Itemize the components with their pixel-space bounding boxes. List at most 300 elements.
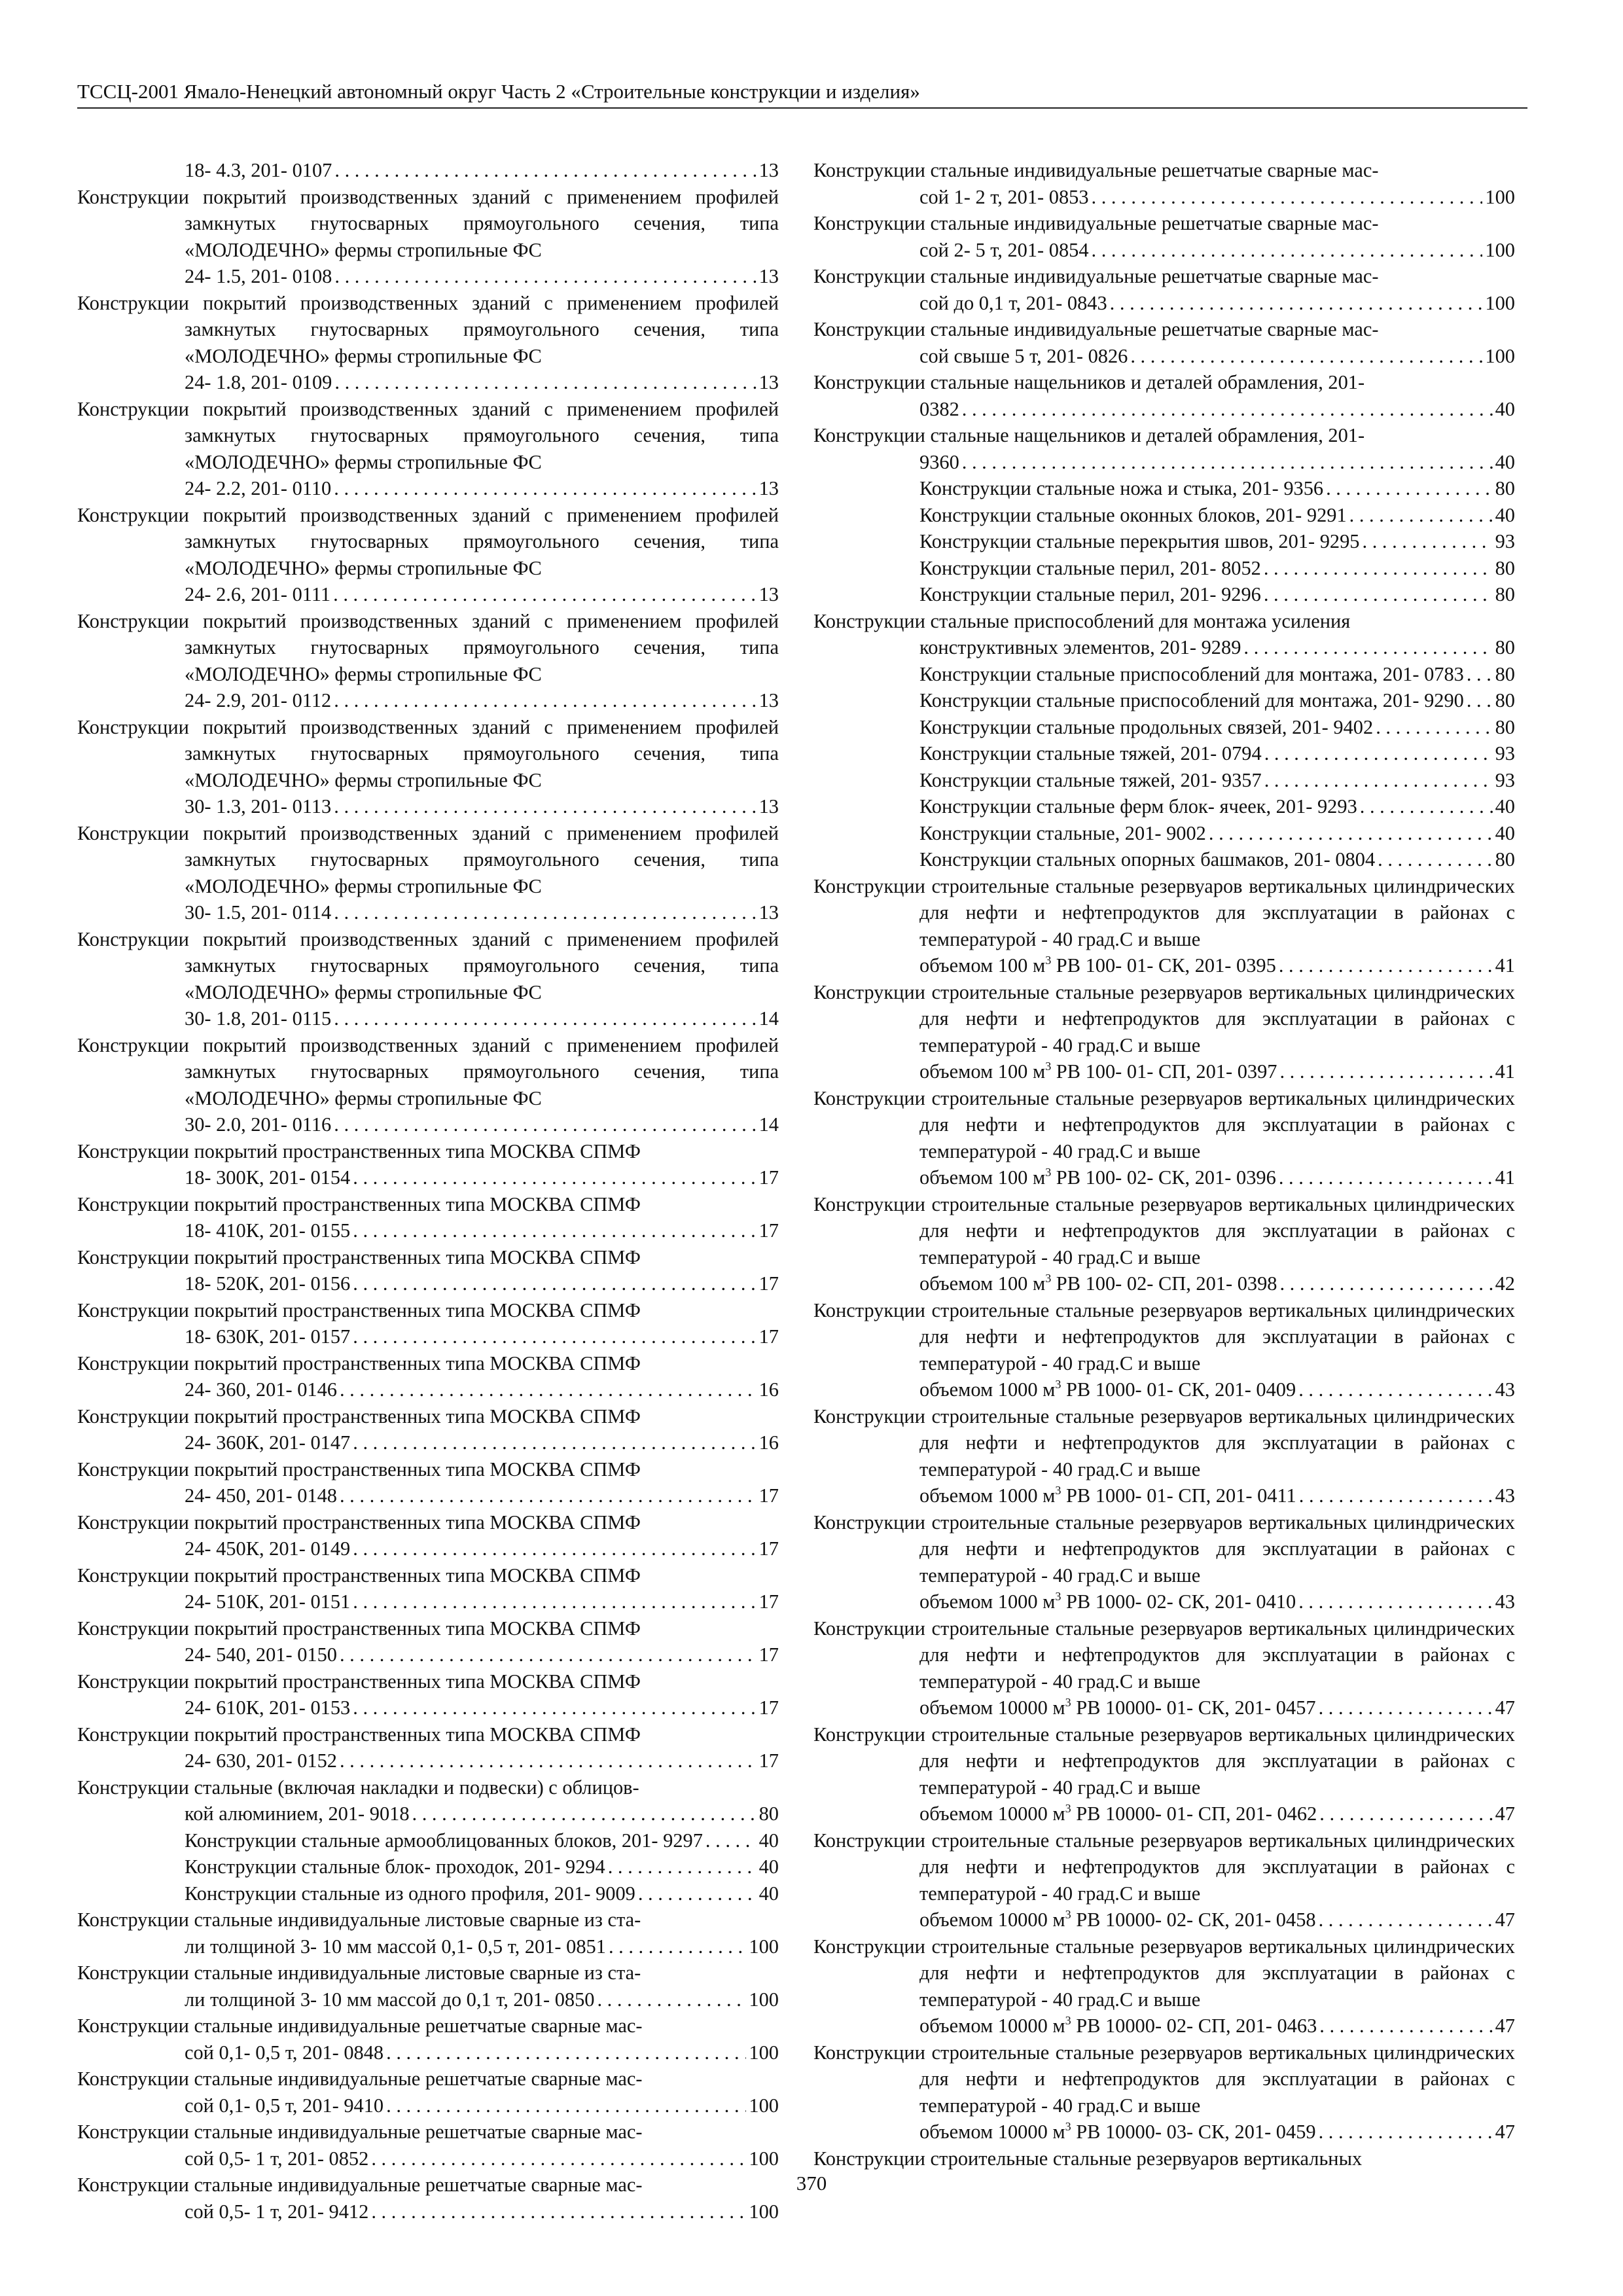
entry-reference: [185, 1827, 703, 1854]
entry-text: Конструкции покрытий пространственных типа МОСКВА СПМФ: [77, 1299, 641, 1321]
entry-page-number: 100: [749, 2147, 779, 2170]
entry-page-number: 80: [1495, 689, 1515, 711]
dot-leader: [353, 1535, 756, 1562]
entry-reference-text: Конструкции стальные армооблицованных блоков, 201- 9297: [185, 1829, 703, 1852]
entry-text: Конструкции покрытий пространственных типа МОСКВА СПМФ: [77, 1139, 641, 1162]
entry-reference-text: объемом 10000 м: [919, 1696, 1065, 1719]
entry-reference-text: 24- 360К, 201- 0147: [185, 1431, 351, 1454]
dot-leader: [962, 396, 1493, 423]
dot-leader: [412, 1801, 757, 1827]
unit-superscript: 3: [1065, 1696, 1071, 1709]
entry-reference: [919, 687, 1464, 714]
entry-reference: [185, 1695, 350, 1721]
entry-leader-line: [185, 687, 779, 714]
entry-leader-line: [919, 634, 1515, 661]
entry-leader-line: [185, 1482, 779, 1509]
entry-reference: [919, 555, 1261, 582]
entry-reference-text: 30- 1.8, 201- 0115: [185, 1007, 332, 1030]
entry-text: Конструкции покрытий производственных зданий с применением профилей замкнутых гнутосварных прямоугольного сечения, типа «МОЛОДЕЧНО» фермы стропильные ФС: [77, 185, 779, 261]
entry-page-number: 16: [758, 1431, 779, 1454]
entry-text: Конструкции стальные индивидуальные решетчатые сварные мас-: [77, 2015, 643, 2037]
entry-leader-line: [919, 793, 1515, 820]
entry-reference: [919, 1588, 1296, 1615]
unit-superscript: 3: [1065, 2014, 1071, 2027]
entry-leader-line: [919, 555, 1515, 582]
index-entry: [77, 1191, 779, 1244]
entry-reference: [185, 1588, 350, 1615]
entry-leader-line: [919, 475, 1515, 502]
entry-leader-line: [185, 1641, 779, 1668]
entry-page-number: 40: [758, 1829, 779, 1852]
dot-leader: [353, 1323, 756, 1350]
unit-superscript: 3: [1045, 1060, 1052, 1073]
entry-leader-line: [919, 184, 1515, 211]
entry-text: Конструкции покрытий пространственных типа МОСКВА СПМФ: [77, 1511, 641, 1534]
entry-page-number: 14: [758, 1007, 779, 1030]
entry-text: Конструкции строительные стальные резервуаров вертикальных цилиндрических для нефти и нефтепродуктов для эксплуатации в районах с температурой - 40 град.С и выше: [813, 1935, 1515, 2011]
entry-reference: [185, 1933, 606, 1960]
index-entry: [813, 1615, 1515, 1721]
entry-page-number: 41: [1495, 954, 1515, 977]
dot-leader: [334, 263, 756, 290]
entry-reference: [185, 2039, 383, 2066]
entry-page-number: 47: [1495, 2015, 1515, 2037]
entry-leader-line: [185, 1695, 779, 1721]
entry-reference-code: РВ 1000- 01- СП, 201- 0411: [1061, 1484, 1296, 1507]
entry-text: Конструкции стальные индивидуальные решетчатые сварные мас-: [77, 2121, 643, 2143]
dot-leader: [1298, 1588, 1492, 1615]
entry-reference-code: РВ 100- 01- СК, 201- 0395: [1051, 954, 1276, 977]
entry-reference: [185, 1854, 605, 1880]
entry-page-number: 47: [1495, 1909, 1515, 1931]
entry-reference: [919, 714, 1373, 741]
dot-leader: [353, 1270, 756, 1297]
entry-reference-text: объемом 10000 м: [919, 2121, 1065, 2143]
entry-text: Конструкции строительные стальные резервуаров вертикальных цилиндрических для нефти и нефтепродуктов для эксплуатации в районах с температурой - 40 град.С и выше: [813, 1723, 1515, 1799]
entry-reference-text: 18- 520К, 201- 0156: [185, 1272, 351, 1295]
entry-page-number: 80: [1495, 715, 1515, 738]
entry-page-number: 43: [1495, 1378, 1515, 1401]
entry-leader-line: [919, 767, 1515, 794]
entry-reference-text: Конструкции стальные тяжей, 201- 0794: [919, 742, 1262, 764]
entry-reference-text: Конструкции стальные продольных связей, 201- 9402: [919, 715, 1374, 738]
dot-leader: [1298, 1376, 1492, 1403]
dot-leader: [371, 2198, 746, 2225]
dot-leader: [1279, 1164, 1493, 1191]
entry-text: Конструкции строительные стальные резервуаров вертикальных цилиндрических для нефти и нефтепродуктов для эксплуатации в районах с температурой - 40 град.С и выше: [813, 1299, 1515, 1374]
entry-leader-line: [185, 1111, 779, 1138]
entry-reference-text: объемом 1000 м: [919, 1590, 1056, 1613]
index-entry: [813, 793, 1515, 820]
entry-reference: [919, 1907, 1316, 1933]
entry-text: Конструкции строительные стальные резервуаров вертикальных цилиндрических для нефти и нефтепродуктов для эксплуатации в районах с температурой - 40 град.С и выше: [813, 874, 1515, 950]
entry-text: Конструкции покрытий пространственных типа МОСКВА СПМФ: [77, 1405, 641, 1427]
entry-leader-line: [919, 1058, 1515, 1085]
entry-text: Конструкции стальные индивидуальные листовые сварные из ста-: [77, 1962, 641, 1984]
dot-leader: [334, 475, 756, 502]
entry-text: Конструкции покрытий пространственных типа МОСКВА СПМФ: [77, 1352, 641, 1374]
entry-reference-code: РВ 10000- 02- СП, 201- 0463: [1071, 2015, 1317, 2037]
entry-leader-line: [185, 1854, 779, 1880]
entry-leader-line: [919, 237, 1515, 264]
entry-reference-text: сой 0,5- 1 т, 201- 9412: [185, 2200, 369, 2223]
entry-text: Конструкции покрытий производственных зданий с применением профилей замкнутых гнутосварных прямоугольного сечения, типа «МОЛОДЕЧНО» фермы стропильные ФС: [77, 503, 779, 579]
entry-reference-code: РВ 100- 02- СК, 201- 0396: [1051, 1166, 1276, 1189]
index-entry: [813, 820, 1515, 847]
entry-page-number: 40: [1495, 821, 1515, 844]
entry-reference-text: 24- 2.9, 201- 0112: [185, 689, 332, 711]
entry-reference-text: сой 1- 2 т, 201- 0853: [919, 185, 1089, 208]
entry-leader-line: [919, 2119, 1515, 2145]
entry-reference-text: Конструкции стальные перекрытия швов, 201- 9295: [919, 530, 1360, 552]
entry-reference: [919, 1164, 1276, 1191]
unit-superscript: 3: [1045, 954, 1052, 967]
entry-reference: [919, 184, 1089, 211]
entry-leader-line: [185, 1217, 779, 1244]
unit-superscript: 3: [1045, 1272, 1052, 1285]
dot-leader: [1243, 634, 1492, 661]
entry-reference-text: 0382: [919, 397, 959, 420]
entry-text: Конструкции покрытий пространственных типа МОСКВА СПМФ: [77, 1723, 641, 1746]
entry-reference-text: объемом 100 м: [919, 954, 1046, 977]
entry-reference: [185, 2198, 368, 2225]
dot-leader: [1264, 555, 1493, 582]
dot-leader: [1319, 1907, 1493, 1933]
dot-leader: [1349, 502, 1493, 529]
index-entry: [813, 263, 1515, 316]
entry-page-number: 47: [1495, 2121, 1515, 2143]
entry-page-number: 93: [1495, 742, 1515, 764]
entry-text: Конструкции стальные (включая накладки и подвески) с облицов-: [77, 1776, 639, 1799]
entry-reference: [919, 237, 1089, 264]
entry-reference: [919, 343, 1128, 370]
dot-leader: [1264, 740, 1493, 767]
entry-leader-line: [185, 2145, 779, 2172]
entry-reference-text: ли толщиной 3- 10 мм массой 0,1- 0,5 т, 201- 0851: [185, 1935, 606, 1958]
dot-leader: [597, 1986, 746, 2013]
entry-page-number: 16: [758, 1378, 779, 1401]
entry-reference: [185, 1535, 350, 1562]
entry-reference: [919, 1695, 1316, 1721]
entry-text: Конструкции строительные стальные резервуаров вертикальных цилиндрических для нефти и нефтепродуктов для эксплуатации в районах с температурой - 40 град.С и выше: [813, 1617, 1515, 1693]
entry-reference-text: объемом 100 м: [919, 1166, 1046, 1189]
entry-leader-line: [919, 1270, 1515, 1297]
entry-leader-line: [185, 1429, 779, 1456]
dot-leader: [1110, 290, 1483, 317]
entry-page-number: 100: [749, 2041, 779, 2064]
entry-reference: [919, 634, 1241, 661]
entry-text: Конструкции покрытий производственных зданий с применением профилей замкнутых гнутосварных прямоугольного сечения, типа «МОЛОДЕЧНО» фермы стропильные ФС: [77, 927, 779, 1003]
dot-leader: [334, 369, 756, 396]
entry-page-number: 14: [758, 1113, 779, 1136]
index-entry: [813, 1297, 1515, 1403]
entry-reference-text: 30- 2.0, 201- 0116: [185, 1113, 332, 1136]
dot-leader: [608, 1854, 757, 1880]
dot-leader: [1130, 343, 1482, 370]
entry-reference-text: 24- 360, 201- 0146: [185, 1378, 337, 1401]
index-entry: [77, 1721, 779, 1774]
index-entry: [77, 502, 779, 608]
entry-page-number: 13: [758, 371, 779, 393]
index-entry: [813, 1403, 1515, 1509]
entry-reference-text: объемом 100 м: [919, 1060, 1046, 1083]
dot-leader: [334, 1005, 756, 1032]
entry-reference-text: сой до 0,1 т, 201- 0843: [919, 291, 1107, 314]
entry-leader-line: [919, 1801, 1515, 1827]
entry-reference: [919, 952, 1276, 979]
entry-page-number: 17: [758, 1484, 779, 1507]
entry-reference-text: Конструкции стальные, 201- 9002: [919, 821, 1206, 844]
index-entry: [813, 846, 1515, 873]
index-entry: [77, 1456, 779, 1509]
entry-leader-line: [185, 2198, 779, 2225]
entry-reference-text: 18- 630К, 201- 0157: [185, 1325, 351, 1348]
entry-page-number: 17: [758, 1537, 779, 1560]
entry-reference: [919, 1270, 1277, 1297]
entry-reference: [185, 1323, 350, 1350]
unit-superscript: 3: [1055, 1484, 1061, 1497]
entry-text: Конструкции покрытий пространственных типа МОСКВА СПМФ: [77, 1458, 641, 1480]
index-entry: [813, 687, 1515, 714]
entry-reference: [919, 661, 1464, 688]
dot-leader: [386, 2092, 746, 2119]
entry-page-number: 47: [1495, 1803, 1515, 1825]
entry-leader-line: [919, 820, 1515, 847]
entry-leader-line: [919, 1376, 1515, 1403]
entry-leader-line: [185, 1535, 779, 1562]
dot-leader: [609, 1933, 746, 1960]
index-entry: [77, 2066, 779, 2119]
entry-leader-line: [185, 1827, 779, 1854]
dot-leader: [1264, 767, 1493, 794]
entry-reference: [919, 820, 1206, 847]
entry-page-number: 93: [1495, 768, 1515, 791]
entry-leader-line: [185, 1801, 779, 1827]
entry-page-number: 40: [1495, 503, 1515, 526]
dot-leader: [1319, 2013, 1492, 2039]
entry-reference-text: 24- 1.5, 201- 0108: [185, 265, 332, 287]
dot-leader: [1279, 1270, 1492, 1297]
entry-reference-text: ли толщиной 3- 10 мм массой до 0,1 т, 201- 0850: [185, 1988, 595, 2011]
entry-page-number: 41: [1495, 1166, 1515, 1189]
entry-text: Конструкции стальные нащельников и деталей обрамления, 201-: [813, 424, 1365, 446]
entry-leader-line: [919, 1164, 1515, 1191]
dot-leader: [1363, 528, 1493, 555]
entry-page-number: 100: [1485, 291, 1515, 314]
entry-reference: [185, 157, 332, 184]
dot-leader: [962, 449, 1493, 476]
entry-page-number: 42: [1495, 1272, 1515, 1295]
dot-leader: [386, 2039, 746, 2066]
entry-text: Конструкции строительные стальные резервуаров вертикальных цилиндрических для нефти и нефтепродуктов для эксплуатации в районах с температурой - 40 град.С и выше: [813, 1511, 1515, 1587]
entry-reference: [919, 396, 959, 423]
entry-page-number: 100: [1485, 238, 1515, 261]
entry-text: Конструкции стальные индивидуальные решетчатые сварные мас-: [813, 265, 1379, 287]
entry-leader-line: [185, 2092, 779, 2119]
entry-leader-line: [919, 528, 1515, 555]
entry-reference: [185, 263, 332, 290]
unit-superscript: 3: [1065, 1802, 1071, 1815]
index-column-right: [813, 157, 1515, 2172]
entry-reference: [185, 1005, 331, 1032]
entry-page-number: 13: [758, 583, 779, 605]
index-entry: [77, 1907, 779, 1960]
entry-reference: [919, 1376, 1296, 1403]
entry-leader-line: [185, 263, 779, 290]
dot-leader: [353, 1695, 756, 1721]
entry-page-number: 17: [758, 1590, 779, 1613]
entry-page-number: 13: [758, 477, 779, 499]
index-entry: [813, 157, 1515, 210]
entry-reference-text: сой свыше 5 т, 201- 0826: [919, 344, 1128, 367]
entry-text: Конструкции строительные стальные резервуаров вертикальных цилиндрических для нефти и нефтепродуктов для эксплуатации в районах с температурой - 40 град.С и выше: [813, 1193, 1515, 1268]
dot-leader: [1209, 820, 1493, 847]
index-entry: [813, 422, 1515, 475]
dot-leader: [334, 157, 756, 184]
entry-text: Конструкции стальные индивидуальные решетчатые сварные мас-: [77, 2068, 643, 2090]
dot-leader: [705, 1827, 757, 1854]
entry-page-number: 17: [758, 1643, 779, 1666]
entry-reference: [185, 1217, 350, 1244]
entry-reference: [919, 528, 1360, 555]
entry-reference: [185, 1376, 337, 1403]
entry-leader-line: [185, 1323, 779, 1350]
index-entry: [813, 1827, 1515, 1933]
entry-page-number: 100: [749, 2094, 779, 2117]
entry-leader-line: [919, 343, 1515, 370]
index-entry: [813, 979, 1515, 1085]
entry-page-number: 80: [1495, 662, 1515, 685]
index-entry: [77, 396, 779, 502]
entry-reference-text: Конструкции стальные оконных блоков, 201- 9291: [919, 503, 1347, 526]
entry-reference: [185, 1164, 350, 1191]
entry-page-number: 100: [1485, 344, 1515, 367]
page-number: 370: [796, 2172, 827, 2195]
index-entry: [813, 316, 1515, 369]
entry-reference: [919, 502, 1347, 529]
entry-leader-line: [185, 475, 779, 502]
unit-superscript: 3: [1055, 1378, 1061, 1391]
entry-leader-line: [919, 661, 1515, 688]
index-entry: [77, 1880, 779, 1907]
entry-leader-line: [185, 1748, 779, 1774]
dot-leader: [1319, 1801, 1492, 1827]
entry-reference-text: объемом 10000 м: [919, 1909, 1065, 1931]
index-entry: [813, 767, 1515, 794]
index-entry: [813, 528, 1515, 555]
index-entry: [813, 740, 1515, 767]
entry-reference-text: сой 0,1- 0,5 т, 201- 9410: [185, 2094, 384, 2117]
entry-page-number: 17: [758, 1219, 779, 1242]
entry-text: Конструкции стальные индивидуальные решетчатые сварные мас-: [813, 159, 1379, 181]
index-entry: [77, 184, 779, 290]
index-entry: [813, 581, 1515, 608]
entry-reference-code: РВ 1000- 01- СК, 201- 0409: [1061, 1378, 1296, 1401]
entry-reference: [185, 1986, 594, 2013]
entry-page-number: 17: [758, 1749, 779, 1772]
entry-reference-code: РВ 10000- 01- СП, 201- 0462: [1071, 1803, 1317, 1825]
entry-leader-line: [919, 846, 1515, 873]
index-entry: [813, 1933, 1515, 2039]
entry-page-number: 40: [758, 1856, 779, 1878]
entry-page-number: 13: [758, 795, 779, 817]
entry-text: Конструкции строительные стальные резервуаров вертикальных цилиндрических для нефти и нефтепродуктов для эксплуатации в районах с температурой - 40 град.С и выше: [813, 1405, 1515, 1480]
entry-leader-line: [919, 502, 1515, 529]
index-entry: [77, 157, 779, 184]
dot-leader: [1092, 237, 1483, 264]
entry-leader-line: [185, 1164, 779, 1191]
entry-text: Конструкции стальные нащельников и деталей обрамления, 201-: [813, 371, 1365, 393]
dot-leader: [1299, 1482, 1493, 1509]
entry-reference: [919, 846, 1375, 873]
entry-reference: [919, 1058, 1277, 1085]
entry-page-number: 40: [1495, 397, 1515, 420]
running-header: ТССЦ-2001 Ямало-Ненецкий автономный округ Часть 2 «Строительные конструкции и изделия»: [77, 79, 1527, 109]
index-column-left: [77, 157, 779, 2225]
entry-leader-line: [185, 1880, 779, 1907]
entry-reference-text: 18- 4.3, 201- 0107: [185, 159, 332, 181]
entry-text: Конструкции покрытий пространственных типа МОСКВА СПМФ: [77, 1617, 641, 1640]
entry-page-number: 13: [758, 689, 779, 711]
unit-superscript: 3: [1055, 1590, 1061, 1603]
entry-reference: [185, 2145, 368, 2172]
entry-reference-text: 9360: [919, 450, 959, 473]
entry-reference: [185, 1270, 350, 1297]
index-entry: [813, 714, 1515, 741]
entry-reference: [919, 767, 1262, 794]
entry-text: Конструкции строительные стальные резервуаров вертикальных цилиндрических для нефти и нефтепродуктов для эксплуатации в районах с температурой - 40 град.С и выше: [813, 2041, 1515, 2117]
entry-reference: [185, 1801, 410, 1827]
entry-text: Конструкции стальные индивидуальные решетчатые сварные мас-: [813, 318, 1379, 340]
entry-page-number: 13: [758, 265, 779, 287]
entry-leader-line: [919, 1695, 1515, 1721]
entry-reference-text: 18- 410К, 201- 0155: [185, 1219, 351, 1242]
entry-reference-text: Конструкции стальные тяжей, 201- 9357: [919, 768, 1262, 791]
index-entry: [77, 1562, 779, 1615]
index-entry: [813, 369, 1515, 422]
entry-reference-text: 24- 450К, 201- 0149: [185, 1537, 351, 1560]
index-entry: [77, 1854, 779, 1880]
entry-reference-text: 30- 1.3, 201- 0113: [185, 795, 332, 817]
entry-leader-line: [185, 1933, 779, 1960]
entry-leader-line: [919, 1588, 1515, 1615]
entry-reference-text: Конструкции стальные приспособлений для монтажа, 201- 9290: [919, 689, 1464, 711]
entry-reference: [185, 1429, 350, 1456]
index-entry: [77, 2013, 779, 2066]
entry-reference: [185, 581, 330, 608]
entry-leader-line: [185, 899, 779, 926]
dot-leader: [340, 1376, 757, 1403]
entry-reference: [919, 793, 1357, 820]
dot-leader: [334, 1111, 756, 1138]
index-entry: [813, 210, 1515, 263]
dot-leader: [353, 1217, 756, 1244]
entry-page-number: 100: [1485, 185, 1515, 208]
entry-text: Конструкции стальные индивидуальные листовые сварные из ста-: [77, 1909, 641, 1931]
entry-reference-text: кой алюминием, 201- 9018: [185, 1803, 410, 1825]
entry-text: Конструкции строительные стальные резервуаров вертикальных цилиндрических для нефти и нефтепродуктов для эксплуатации в районах с температурой - 40 град.С и выше: [813, 980, 1515, 1056]
entry-leader-line: [919, 581, 1515, 608]
entry-page-number: 43: [1495, 1590, 1515, 1613]
dot-leader: [1319, 2119, 1493, 2145]
dot-leader: [1376, 714, 1492, 741]
entry-reference: [185, 475, 331, 502]
dot-leader: [340, 1482, 757, 1509]
entry-reference-text: сой 2- 5 т, 201- 0854: [919, 238, 1089, 261]
entry-reference: [919, 2013, 1317, 2039]
dot-leader: [371, 2145, 746, 2172]
dot-leader: [1467, 661, 1493, 688]
